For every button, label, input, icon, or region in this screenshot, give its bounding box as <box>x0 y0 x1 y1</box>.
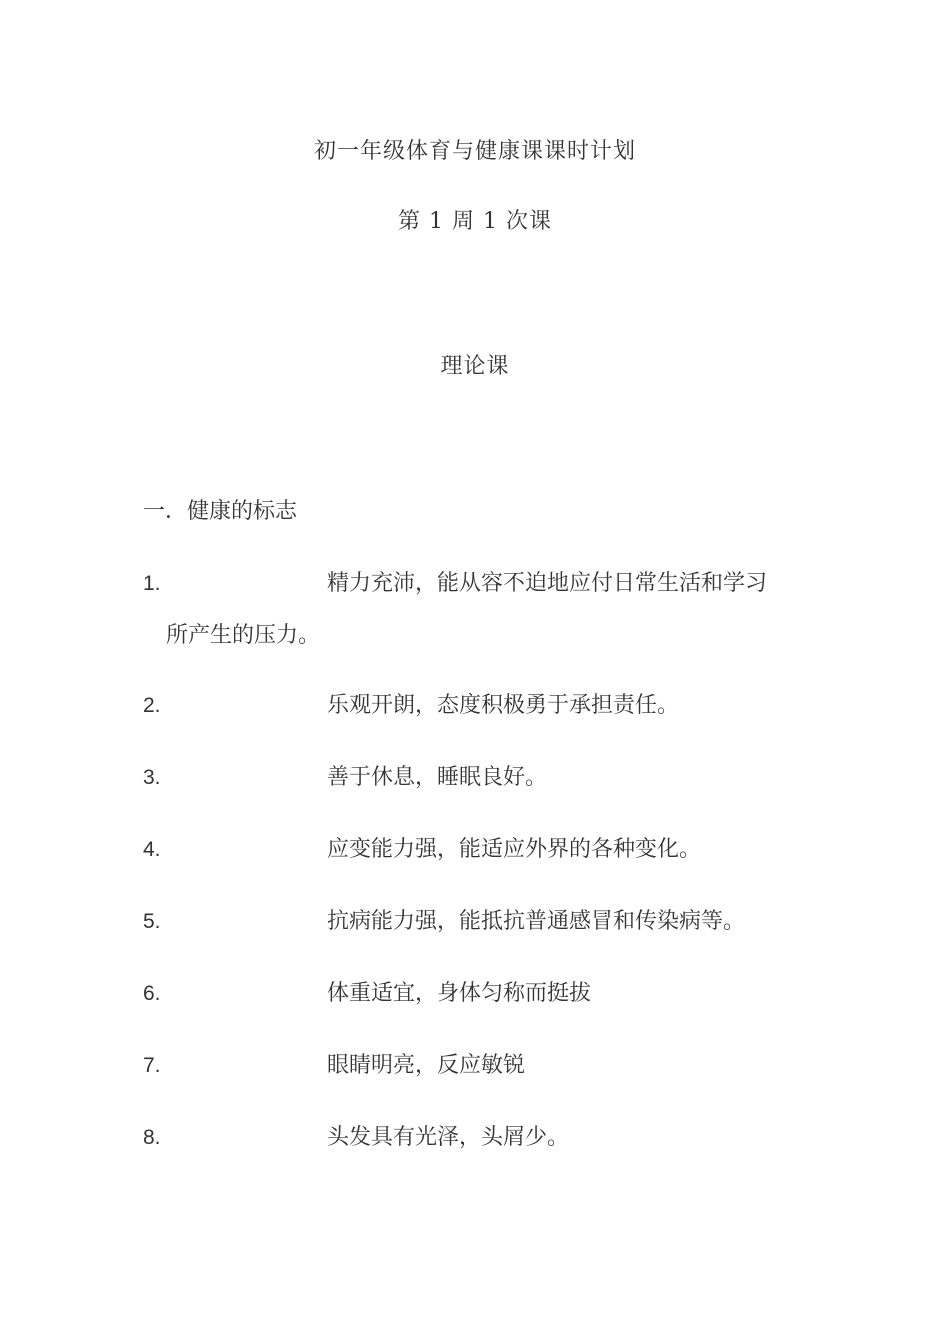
item-number: 1. <box>143 572 161 595</box>
item-number: 3. <box>143 766 161 789</box>
item-text: 应变能力强，能适应外界的各种变化。 <box>327 837 702 862</box>
item-text: 眼睛明亮，反应敏锐 <box>327 1053 526 1078</box>
item-number: 5. <box>143 910 161 933</box>
item-text-continuation: 所产生的压力。 <box>166 623 321 648</box>
document-title: 初一年级体育与健康课课时计划 <box>313 139 636 164</box>
item-number: 2. <box>143 694 161 717</box>
item-text: 头发具有光泽，头屑少。 <box>327 1125 570 1150</box>
item-text: 体重适宜，身体匀称而挺拔 <box>327 981 592 1006</box>
item-number: 7. <box>143 1054 161 1077</box>
item-text: 善于休息，睡眠良好。 <box>327 765 548 790</box>
item-number: 8. <box>143 1126 161 1149</box>
item-number: 6. <box>143 982 161 1005</box>
item-text: 乐观开朗，态度积极勇于承担责任。 <box>327 693 680 718</box>
item-number: 4. <box>143 838 161 861</box>
lesson-type: 理论课 <box>440 354 510 379</box>
item-text: 抗病能力强，能抵抗普通感冒和传染病等。 <box>327 909 746 934</box>
week-line: 第 1 周 1 次课 <box>398 209 552 234</box>
item-text: 精力充沛，能从容不迫地应付日常生活和学习 <box>327 571 768 596</box>
section-heading: 一．健康的标志 <box>143 499 298 524</box>
